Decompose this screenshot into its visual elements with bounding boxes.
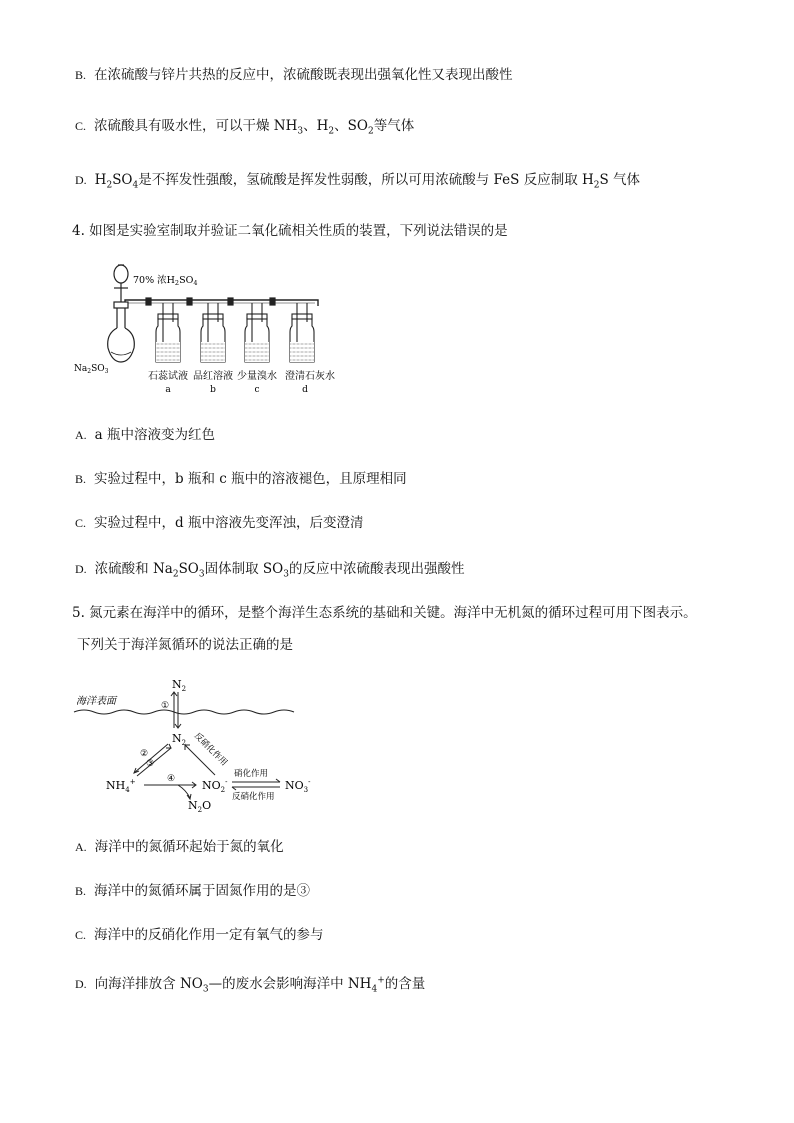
q5-option-c	[75, 926, 324, 944]
q3-option-c	[75, 117, 414, 141]
option-label: D.	[75, 976, 87, 991]
option-label: B.	[75, 472, 87, 486]
q5-option-d	[75, 971, 425, 998]
nitrification-label: 硝化作用	[234, 769, 269, 779]
bottle-labels	[148, 369, 335, 395]
gas-washing-bottles	[156, 303, 314, 362]
option-label: D.	[75, 173, 87, 187]
bottle-d-reagent: 澄清石灰水	[285, 371, 335, 382]
q5-option-a	[75, 838, 284, 856]
q4-option-d	[75, 560, 464, 584]
option-text: 海洋中的反硝化作用一定有氧气的参与	[94, 927, 324, 943]
nitrite: $NO_2^-$	[202, 778, 228, 794]
option-text: 实验过程中，b 瓶和 c 瓶中的溶液褪色，且原理相同	[94, 471, 407, 487]
tube-clamps	[146, 298, 275, 305]
option-text: $H_2SO_4$是不挥发性强酸，氢硫酸是挥发性弱酸，所以可用浓硫酸与 FeS 反应制取 $H_2S$ 气体	[94, 172, 641, 191]
q5-option-b	[75, 882, 310, 900]
q4-option-c	[75, 514, 363, 532]
bottle-c-letter: c	[254, 385, 260, 395]
flask-reagent-label: $Na_2SO_3$	[74, 364, 109, 375]
option-text: a 瓶中溶液变为红色	[94, 427, 216, 443]
acid-label: 70% 浓$H_2SO_4$	[133, 275, 198, 287]
bottle-c	[245, 303, 269, 362]
q5-stem-line2: 下列关于海洋氮循环的说法正确的是	[77, 637, 293, 653]
step1-arrows	[171, 692, 181, 728]
bottle-c-reagent: 少量溴水	[237, 371, 277, 382]
option-text: 海洋中的氮循环属于固氮作用的是③	[94, 883, 311, 899]
q4-apparatus-diagram	[70, 262, 370, 400]
step3-marker: ③	[146, 759, 155, 769]
q3-option-b	[75, 66, 513, 84]
denitrification-label: 反硝化作用	[232, 792, 275, 802]
q4-option-a	[75, 426, 215, 444]
nitrification-arrows	[232, 779, 280, 790]
bottle-d	[290, 303, 314, 362]
option-label: B.	[75, 68, 87, 82]
q4-stem: 4. 如图是实验室制取并验证二氧化硫相关性质的装置，下列说法错误的是	[72, 223, 508, 239]
n2-dissolved: $N_2$	[172, 732, 187, 747]
q3-option-d	[75, 171, 640, 195]
step2-marker: ②	[140, 749, 149, 759]
option-text: 实验过程中，d 瓶中溶液先变浑浊，后变澄清	[94, 515, 364, 531]
separatory-funnel	[114, 265, 128, 302]
nitrous-oxide: $N_2O$	[188, 799, 212, 814]
reaction-flask	[108, 302, 135, 362]
n2-atmosphere: $N_2$	[172, 678, 187, 693]
option-label: A.	[75, 428, 87, 442]
option-text: 浓硫酸具有吸水性，可以干燥 $NH_3$、$H_2$、$SO_2$等气体	[94, 118, 415, 137]
denitrification-diagonal-label: 反硝化作用	[191, 731, 230, 769]
option-label: D.	[75, 562, 87, 576]
option-label: B.	[75, 884, 87, 898]
bottle-a-reagent: 石蕊试液	[148, 371, 188, 382]
ocean-surface-line	[74, 710, 294, 714]
step4-marker: ④	[167, 774, 176, 784]
bottle-d-letter: d	[302, 385, 308, 395]
bottle-b-letter: b	[210, 385, 216, 395]
option-label: C.	[75, 928, 87, 942]
q5-nitrogen-cycle-diagram	[72, 672, 322, 814]
option-text: 浓硫酸和 $Na_2SO_3$固体制取 $SO_3$的反应中浓硫酸表现出强酸性	[94, 561, 465, 580]
option-label: A.	[75, 840, 87, 854]
ammonium: $NH_4^+$	[106, 778, 136, 794]
option-text: 向海洋排放含 $NO_3—$的废水会影响海洋中 $NH_4^+$的含量	[94, 975, 426, 995]
bottle-b-reagent: 品红溶液	[193, 371, 233, 382]
step1-marker: ①	[161, 701, 170, 711]
nitrate: $NO_3^-$	[285, 778, 311, 794]
option-text: 海洋中的氮循环起始于氮的氧化	[94, 839, 284, 855]
q5-stem-line1: 5. 氮元素在海洋中的循环，是整个海洋生态系统的基础和关键。海洋中无机氮的循环过程可用下图表示。	[72, 605, 697, 621]
option-label: C.	[75, 516, 87, 530]
q4-option-b	[75, 470, 407, 488]
step4-arrow	[144, 782, 196, 799]
bottle-b	[201, 303, 225, 362]
option-label: C.	[75, 119, 87, 133]
option-text: 在浓硫酸与锌片共热的反应中，浓硫酸既表现出强氧化性又表现出酸性	[94, 67, 513, 83]
bottle-a-letter: a	[165, 385, 171, 395]
ocean-surface-label: 海洋表面	[76, 696, 116, 707]
bottle-a	[156, 303, 180, 362]
